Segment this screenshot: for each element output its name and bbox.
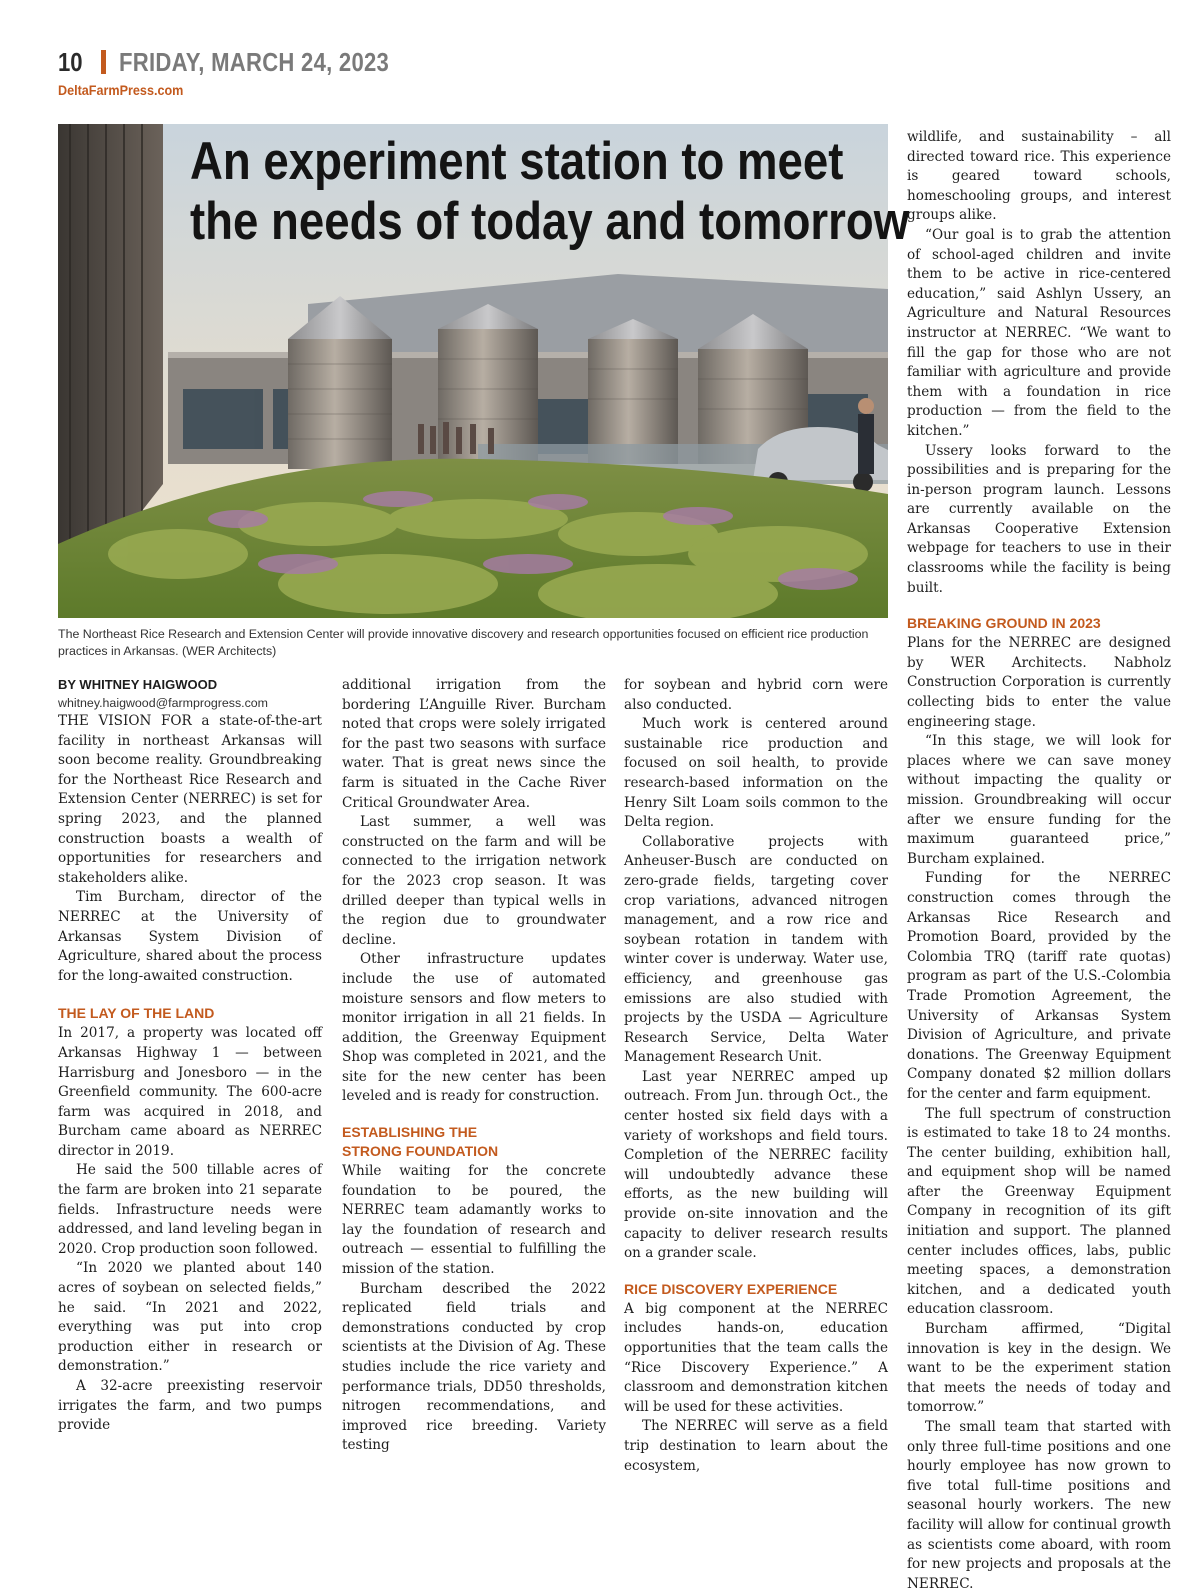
article-column-2 — [342, 676, 606, 1456]
paragraph: In 2017, a property was located off Arkansas Highway 1 — between Harrisburg and Jonesboro — in the Greenfield community. The 600-acre farm was acquired in 2018, and Burcham came aboard as NERREC director in 2019. — [58, 1025, 322, 1159]
byline: BY WHITNEY HAIGWOOD — [58, 677, 218, 692]
paragraph: The full spectrum of construction is estimated to take 18 to 24 months. The center building, exhibition hall, and equipment shop will be named after the Greenway Equipment Company in recognition of its gift initiation and support. The planned center includes offices, labs, public meeting spaces, a demonstration kitchen, and a dedicated youth education classroom. — [907, 1105, 1171, 1318]
page-number: 10 — [58, 46, 83, 77]
paragraph: Funding for the NERREC construction comes through the Arkansas Rice Research and Promotion Board, provided by the Colombia TRQ (tariff rate quotas) program as part of the U.S.-Colombia Trade Promotion Agreement, the University of Arkansas System Division of Agriculture, and private donations. The Greenway Equipment Company donated $2 million dollars for the center and farm equipment. — [907, 870, 1171, 1102]
paragraph: The small team that started with only three full-time positions and one hourly employee has now grown to five total full-time positions and seasonal hourly workers. The new facility will allow for continual growth as scientists come aboard, with room for new projects and proposals at the NERREC. — [907, 1419, 1171, 1592]
paragraph: “In 2020 we planted about 140 acres of soybean on selected fields,” he said. “In 2021 and 2022, everything was put into crop production either in research or demonstration.” — [58, 1260, 322, 1375]
paragraph: “Our goal is to grab the attention of school-aged children and invite them to be active in rice-centered education,” said Ashlyn Ussery, an Agriculture and Natural Resources instructor at NERREC. “We want to fill the gap for those who are not familiar with agriculture and provide them with a foundation in rice production — from the field to the kitchen.” — [907, 226, 1171, 439]
headline — [190, 132, 910, 252]
paragraph: Much work is centered around sustainable rice production and focused on soil health, to provide research-based information on the Henry Silt Loam soils common to the Delta region. — [624, 716, 888, 831]
site-url[interactable]: DeltaFarmPress.com — [58, 82, 184, 98]
masthead-divider — [101, 50, 106, 74]
article-column-4 — [907, 128, 1171, 1594]
masthead — [58, 44, 437, 80]
paragraph: Burcham described the 2022 replicated field trials and demonstrations conducted by crop scientists at the Division of Ag. These studies include the rice variety and performance trials, DD50 thresholds, nitrogen recommendations, and improved rice breeding. Variety testing — [342, 1280, 606, 1454]
section-heading: BREAKING GROUND IN 2023 — [907, 615, 1101, 632]
section-heading: RICE DISCOVERY EXPERIENCE — [624, 1280, 838, 1297]
lead-in: THE VISION FOR — [58, 713, 192, 729]
paragraph: wildlife, and sustainability – all directed toward rice. This experience is geared toward schools, homeschooling groups, and interest groups alike. — [907, 129, 1171, 224]
headline-line-2: the needs of today and tomorrow — [190, 192, 910, 251]
paragraph: Collaborative projects with Anheuser-Busch are conducted on zero-grade fields, targeting cover crop variations, advanced nitrogen management, and a row rice and soybean rotation in tandem with winter cover is underway. Water use, efficiency, and greenhouse gas emissions are also studied with projects by the USDA — Agriculture Research Service, Delta Water Management Research Unit. — [624, 833, 888, 1066]
headline-line-1: An experiment station to meet — [190, 132, 844, 191]
paragraph: additional irrigation from the bordering L’Anguille River. Burcham noted that crops were solely irrigated for the past two seasons with surface water. That is great news since the farm is situated in the Cache River Critical Groundwater Area. — [342, 677, 606, 811]
section-heading: THE LAY OF THE LAND — [58, 1005, 215, 1022]
paragraph: for soybean and hybrid corn were also conducted. — [624, 677, 888, 713]
paragraph: The NERREC will serve as a field trip destination to learn about the ecosystem, — [624, 1418, 888, 1474]
issue-date: FRIDAY, MARCH 24, 2023 — [118, 46, 390, 77]
paragraph: Tim Burcham, director of the NERREC at the University of Arkansas System Division of Agriculture, shared about the process for the long-awaited construction. — [58, 889, 322, 984]
paragraph: THE VISION FOR a state-of-the-art facility in northeast Arkansas will soon become reality. Groundbreaking for the Northeast Rice Research and Extension Center (NERREC) is set for spring 2023, and the planned construction boasts a wealth of opportunities for researchers and stakeholders alike. — [58, 713, 322, 886]
paragraph: Last summer, a well was constructed on the farm and will be connected to the irrigation network for the 2023 crop season. It was drilled deeper than typical wells in the region due to groundwater decline. — [342, 814, 606, 948]
paragraph: Plans for the NERREC are designed by WER Architects. Nabholz Construction Corporation is currently collecting bids to enter the value engineering stage. — [907, 635, 1171, 730]
photo-caption: The Northeast Rice Research and Extension Center will provide innovative discovery and research opportunities focused on efficient rice production practices in Arkansas. (WER Architects) — [58, 627, 869, 658]
paragraph: A big component at the NERREC includes hands-on, education opportunities that the team calls the “Rice Discovery Experience.” A classroom and demonstration kitchen will be used for these activities. — [624, 1300, 888, 1415]
paragraph: He said the 500 tillable acres of the farm are broken into 21 separate fields. Infrastructure needs were addressed, and land leveling began in 2020. Crop production soon followed. — [58, 1162, 322, 1257]
section-heading: ESTABLISHING THE STRONG FOUNDATION — [342, 1124, 499, 1160]
paragraph: While waiting for the concrete foundation to be poured, the NERREC team adamantly works to lay the foundation of research and outreach — essential to fulfilling the mission of the station. — [342, 1163, 606, 1278]
paragraph: “In this stage, we will look for places where we can save money without impacting the quality or mission. Groundbreaking will occur after we ensure funding for the maximum guaranteed price,” Burcham explained. — [907, 733, 1171, 867]
paragraph: A 32-acre preexisting reservoir irrigates the farm, and two pumps provide — [58, 1378, 322, 1434]
paragraph: Other infrastructure updates include the use of automated moisture sensors and flow meters to monitor irrigation in all 21 fields. In addition, the Greenway Equipment Shop was completed in 2021, and the site for the new center has been leveled and is ready for construction. — [342, 951, 606, 1105]
article-column-1 — [58, 676, 322, 1436]
article-column-3 — [624, 676, 888, 1476]
paragraph: Ussery looks forward to the possibilities and is preparing for the in-person program launch. Lessons are currently available on the Arkansas Cooperative Extension webpage for teachers to use in their classrooms while the facility is being built. — [907, 442, 1171, 596]
author-email[interactable]: whitney.haigwood@farmprogress.com — [58, 696, 268, 710]
paragraph: Last year NERREC amped up outreach. From Jun. through Oct., the center hosted six field days with a variety of workshops and field tours. Completion of the NERREC facility will undoubtedly advance these efforts, as the new building will provide on-site innovation and the capacity to deliver research results on a grander scale. — [624, 1068, 888, 1262]
paragraph: Burcham affirmed, “Digital innovation is key in the design. We want to be the experiment station that meets the needs of today and tomorrow.” — [907, 1321, 1171, 1416]
